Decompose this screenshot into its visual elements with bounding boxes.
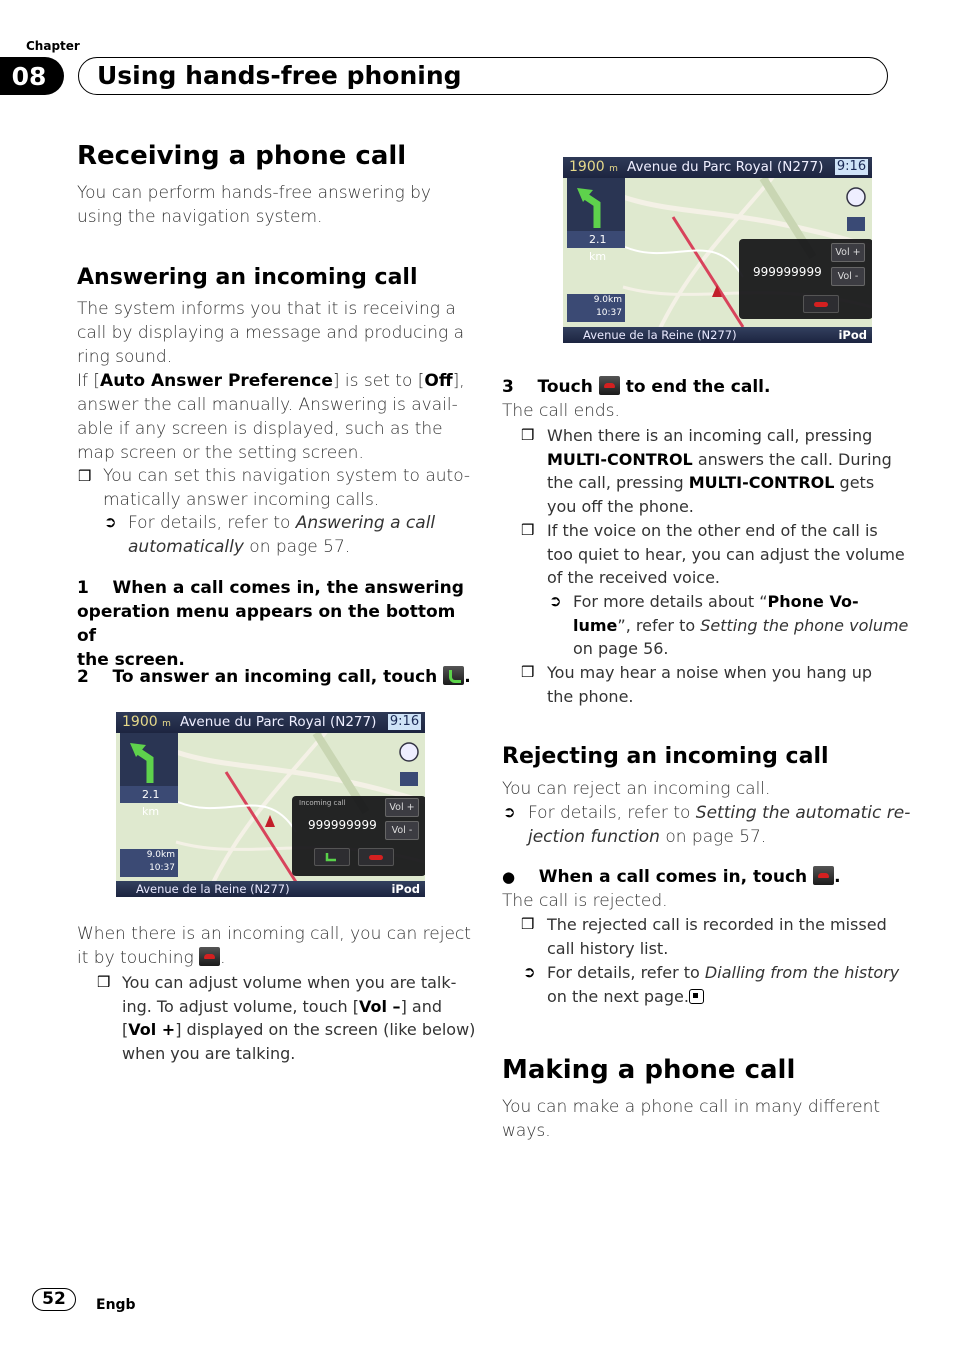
reject-by-touch: When there is an incoming call, you can reject it by touching . (77, 924, 471, 968)
note-noise: You may hear a noise when you hang up the phone. (547, 663, 872, 706)
next-street: Avenue de la Reine (N277) (583, 328, 737, 342)
distance: 1900 (122, 714, 158, 730)
note-checkbox-icon: ❒ (521, 663, 535, 681)
vol-minus-button[interactable]: Vol - (831, 267, 865, 286)
note-checkbox-icon: ❒ (521, 426, 535, 444)
nav-bottom-bar (563, 327, 872, 343)
subtitle-rejecting: Rejecting an incoming call (502, 744, 829, 769)
answer-call-button[interactable] (314, 848, 350, 866)
ref-phone-volume: For more details about “Phone Vo- lume”, refer to Setting the phone volume on page 56. (573, 592, 909, 659)
next-street: Avenue de la Reine (N277) (136, 882, 290, 896)
reference-arrow-icon: ➲ (104, 513, 117, 531)
vol-plus-button[interactable]: Vol + (385, 798, 419, 817)
vol-plus-button[interactable]: Vol + (831, 243, 865, 262)
distance: 1900 (569, 159, 605, 175)
reject-intro: You can reject an incoming call. (502, 779, 771, 799)
nav-top-bar: 1900 m Avenue du Parc Royal (N277) 9:16 (563, 157, 872, 178)
ipod-source[interactable]: iPod (391, 882, 420, 896)
caller-number: 999999999 (753, 265, 822, 279)
end-call-icon (199, 947, 220, 966)
end-call-icon (599, 376, 620, 395)
step-1: 1 When a call comes in, the answering operation menu appears on the bottom of the screen. (77, 578, 464, 670)
reject-call-button[interactable] (358, 848, 394, 866)
receiving-intro: You can perform hands-free answering by using the navigation system. (77, 183, 431, 227)
remaining-distance: 2.1 km (120, 786, 178, 803)
note-auto-answer: You can set this navigation system to auto- matically answer incoming calls. (103, 466, 471, 510)
ref-auto-rejection: For details, refer to Setting the automatic re- jection function on page 57. (528, 803, 911, 847)
chapter-label: Chapter (26, 39, 80, 53)
current-street: Avenue du Parc Royal (N277) (627, 159, 824, 175)
chapter-title: Using hands-free phoning (97, 61, 462, 90)
reference-arrow-icon: ➲ (549, 592, 562, 610)
end-of-section-icon (689, 989, 704, 1004)
caller-number: 999999999 (308, 818, 377, 832)
section-title-receiving: Receiving a phone call (77, 141, 407, 171)
clock: 9:16 (389, 714, 420, 729)
nav-screen-incoming (116, 712, 425, 897)
ref-answering-auto: For details, refer to Answering a call automatically on page 57. (128, 513, 436, 557)
chapter-number: 08 (0, 57, 64, 95)
step-3: 3 Touch to end the call. (502, 377, 771, 397)
note-volume: You can adjust volume when you are talk- ing. To adjust volume, touch [Vol –] and [Vol +] displayed on the screen (like below) when you are talking. (122, 973, 476, 1064)
reject-step: ● When a call comes in, touch . (502, 867, 841, 887)
subtitle-answering: Answering an incoming call (77, 265, 418, 290)
section-title-making: Making a phone call (502, 1055, 796, 1085)
remaining-distance: 2.1 km (567, 231, 625, 248)
answer-call-icon (443, 666, 464, 685)
note-missed-calls: The rejected call is recorded in the missed call history list. (547, 915, 887, 958)
nav-screen-talking (563, 157, 872, 343)
page-number: 52 (32, 1288, 76, 1311)
call-rejected: The call is rejected. (502, 891, 668, 911)
end-call-button[interactable] (803, 295, 839, 313)
ref-dialling-history: For details, refer to Dialling from the history on the next page. (547, 963, 900, 1006)
step-2: 2 To answer an incoming call, touch . (77, 667, 471, 687)
map-scale: 9.0km 10:37 (567, 294, 625, 322)
call-ends: The call ends. (502, 401, 620, 421)
note-checkbox-icon: ❒ (97, 973, 111, 991)
nav-top-bar: 1900 m Avenue du Parc Royal (N277) 9:16 (116, 712, 425, 733)
language-code: Engb (96, 1297, 136, 1313)
reference-arrow-icon: ➲ (523, 963, 536, 981)
call-panel: Incoming call 999999999 Vol + Vol - (292, 796, 425, 876)
note-checkbox-icon: ❒ (521, 521, 535, 539)
note-multi-control: When there is an incoming call, pressing MULTI-CONTROL answers the call. During the call, pressing MULTI-CONTROL gets you off the phone. (547, 426, 892, 517)
ipod-source[interactable]: iPod (838, 328, 867, 342)
current-street: Avenue du Parc Royal (N277) (180, 714, 377, 730)
end-call-icon (813, 866, 834, 885)
reference-arrow-icon: ➲ (503, 803, 516, 821)
answering-para: The system informs you that it is receiving a call by displaying a message and producing a ring sound. If [Auto Answer Preference] is set to [Off], answer the call manually. Answering is avail- able if any screen is displayed, such as the map screen or the setting screen. (77, 299, 465, 463)
map-scale: 9.0km 10:37 (120, 849, 178, 877)
turn-arrow-icon (567, 178, 625, 232)
vol-minus-button[interactable]: Vol - (385, 821, 419, 840)
note-checkbox-icon: ❒ (78, 467, 92, 485)
call-panel (739, 239, 872, 319)
making-intro: You can make a phone call in many different ways. (502, 1097, 881, 1141)
clock: 9:16 (836, 159, 867, 174)
nav-bottom-bar (116, 881, 425, 897)
note-voice-volume: If the voice on the other end of the call is too quiet to hear, you can adjust the volume of the received voice. (547, 521, 905, 588)
turn-arrow-icon (120, 733, 178, 787)
note-checkbox-icon: ❒ (521, 915, 535, 933)
